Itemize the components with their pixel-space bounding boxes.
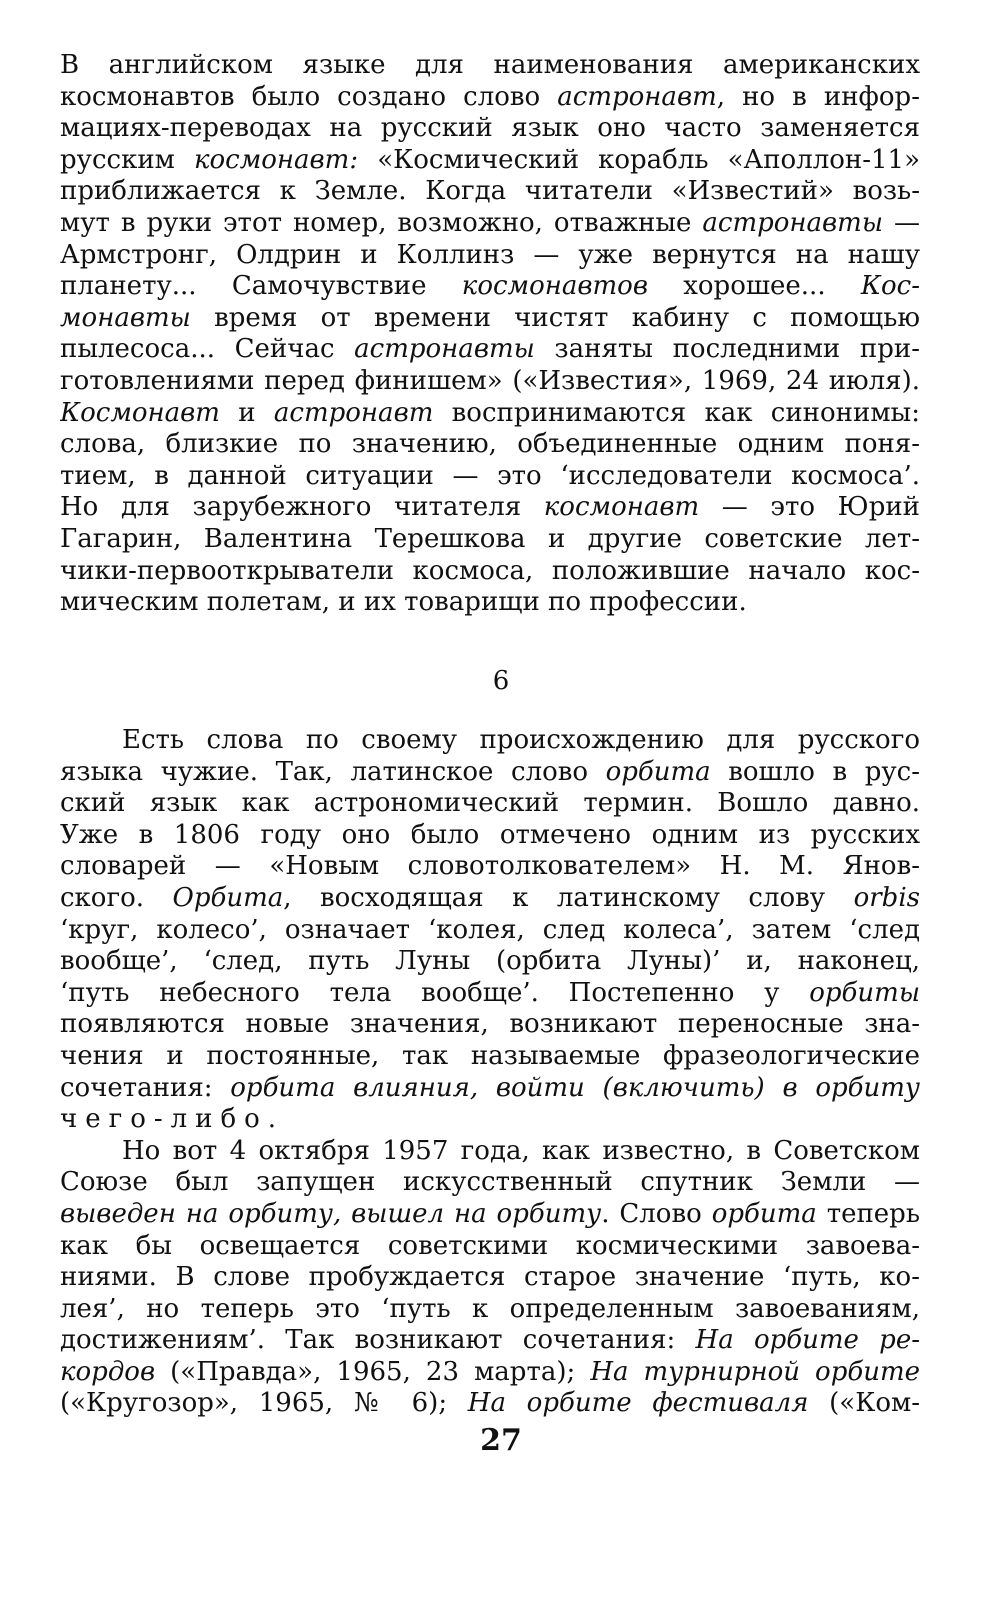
text-run: («Ком-: [808, 1388, 920, 1419]
italic-term: монавты: [60, 302, 191, 333]
text-line: [60, 208, 920, 240]
italic-term: выведен на орбиту, вышел на орбиту: [60, 1198, 602, 1229]
text-line: [60, 1167, 920, 1199]
italic-term: орбита: [711, 1198, 817, 1229]
text-run: пылесоса... Сейчас: [60, 334, 355, 365]
text-run: и: [219, 397, 274, 428]
italic-term: астронавты: [702, 207, 884, 238]
text-line: [60, 145, 920, 177]
text-run: мическим полетам, и их товарищи по профессии.: [60, 587, 747, 618]
italic-term: Кос-: [860, 271, 920, 302]
text-run: («Правда», 1965, 23 марта);: [155, 1356, 591, 1387]
text-line: [60, 587, 920, 619]
text-line: [60, 1073, 920, 1105]
text-run: ниями. В слове пробуждается старое значение ‘путь, ко-: [60, 1262, 920, 1293]
text-line: [60, 1325, 920, 1357]
text-run: словарей — «Новым словотолкователем» Н. М. Янов-: [60, 851, 920, 882]
text-line: [60, 883, 920, 915]
text-line: [60, 334, 920, 366]
italic-term: космонавт:: [193, 144, 359, 175]
text-line: [60, 50, 920, 82]
text-line: [60, 429, 920, 461]
text-run: появляются новые значения, возникают переносные зна-: [60, 1009, 920, 1040]
text-line: [60, 1199, 920, 1231]
text-run: вошло в рус-: [710, 756, 920, 787]
italic-term: orbis: [853, 882, 920, 913]
text-run: Армстронг, Олдрин и Коллинз — уже вернутся на нашу: [60, 239, 920, 270]
text-line: [60, 1041, 920, 1073]
text-run: готовлениями перед финишем» («Известия», 1969, 24 июля).: [60, 365, 920, 396]
text-line: [60, 82, 920, 114]
text-run: В английском языке для наименования американских: [60, 50, 920, 80]
text-line: [60, 820, 920, 852]
text-run: заняты последними при-: [534, 334, 920, 365]
text-line: [60, 303, 920, 335]
text-run: , но в инфор-: [716, 81, 920, 112]
text-run: планету... Самочувствие: [60, 271, 462, 302]
text-line: [60, 271, 920, 303]
text-line: [60, 946, 920, 978]
text-run: Союзе был запущен искусственный спутник Земли —: [60, 1167, 920, 1198]
text-run: чения и постоянные, так называемые фразеологические: [60, 1040, 920, 1071]
text-run: («Кругозор», 1965, № 6);: [60, 1388, 468, 1419]
text-line: [60, 524, 920, 556]
italic-term: На орбите ре-: [695, 1325, 920, 1356]
text-run: русским: [60, 144, 194, 175]
italic-term: На орбите фестиваля: [467, 1388, 809, 1419]
text-line: [60, 1388, 920, 1420]
text-run: достижениям’. Так возникают сочетания:: [60, 1325, 696, 1356]
italic-term: астронавт: [273, 397, 434, 428]
text-line: [60, 1262, 920, 1294]
italic-term: астронавты: [354, 334, 535, 365]
text-run: теперь: [816, 1198, 920, 1229]
italic-term: кордов: [60, 1356, 156, 1387]
text-run: ский язык как астрономический термин. Вошло давно.: [60, 788, 920, 819]
text-line: [60, 1294, 920, 1326]
italic-term: Орбита: [172, 882, 284, 913]
text-line: [60, 176, 920, 208]
text-run: вообще’, ‘след, путь Луны (орбита Луны)’ и, наконец,: [60, 946, 920, 977]
text-line: [60, 915, 920, 947]
text-run: приближается к Земле. Когда читатели «Известий» возь-: [60, 176, 920, 207]
text-run: ‘путь небесного тела вообще’. Постепенно у: [60, 977, 810, 1008]
text-run: чики-первооткрыватели космоса, положившие начало кос-: [60, 555, 920, 586]
text-run: тием, в данной ситуации — это ‘исследователи космоса’.: [60, 460, 920, 491]
text-run: ского.: [60, 882, 173, 913]
text-run: лея’, но теперь это ‘путь к определенным завоеваниям,: [60, 1293, 920, 1324]
text-line: [60, 788, 920, 820]
text-run: Уже в 1806 году оно было отмечено одним из русских: [60, 819, 920, 850]
italic-term: орбита: [605, 756, 711, 787]
text-run: «Космический корабль «Аполлон-11»: [358, 144, 920, 175]
text-line: [60, 978, 920, 1010]
text-run: Есть слова по своему происхождению для русского: [122, 725, 920, 755]
section-number: 6: [492, 666, 510, 696]
text-run: как бы освещается советскими космическими завоева-: [60, 1230, 920, 1261]
text-line: [60, 113, 920, 145]
text-run: хорошее...: [647, 271, 861, 302]
text-line: [60, 1009, 920, 1041]
italic-term: космонавтов: [461, 271, 648, 302]
text-line: [60, 851, 920, 883]
italic-term: космонавт: [543, 492, 700, 523]
text-run: Гагарин, Валентина Терешкова и другие советские лет-: [60, 523, 920, 554]
text-line: [60, 398, 920, 430]
text-run: мациях-переводах на русский язык оно часто заменяется: [60, 113, 920, 144]
text-line: [60, 240, 920, 272]
italic-term: орбита влияния, войти (включить) в орбиту: [230, 1072, 920, 1103]
text-run: слова, близкие по значению, объединенные одним поня-: [60, 429, 920, 460]
text-run: Но вот 4 октября 1957 года, как известно, в Советском: [122, 1135, 920, 1166]
text-run: воспринимаются как синонимы:: [433, 397, 920, 428]
text-run: . Слово: [601, 1198, 712, 1229]
text-run: космонавтов было создано слово: [60, 81, 558, 112]
text-line: [60, 725, 920, 757]
text-run: —: [883, 207, 920, 238]
text-block-2: [60, 725, 920, 1420]
text-run: Но для зарубежного читателя: [60, 492, 544, 523]
text-line: [60, 1357, 920, 1389]
text-line: [60, 366, 920, 398]
text-line: [60, 1104, 920, 1136]
text-run: ‘круг, колесо’, означает ‘колея, след колеса’, затем ‘след: [60, 914, 920, 945]
text-run: время от времени чистят кабину с помощью: [190, 302, 920, 333]
text-line: [60, 461, 920, 493]
text-run: сочетания:: [60, 1072, 231, 1103]
text-line: [60, 1231, 920, 1263]
text-run: — это Юрий: [699, 492, 920, 523]
text-run: мут в руки этот номер, возможно, отважные: [60, 207, 703, 238]
italic-term: На турнирной орбите: [590, 1356, 920, 1387]
page-number: 27: [480, 1423, 522, 1458]
italic-term: астронавт: [557, 81, 717, 112]
text-line: [60, 556, 920, 588]
text-run: чего-либо.: [60, 1104, 285, 1135]
text-run: , восходящая к латинскому слову: [283, 882, 854, 913]
text-run: языка чужие. Так, латинское слово: [60, 756, 606, 787]
italic-term: Космонавт: [60, 397, 220, 428]
italic-term: орбиты: [809, 977, 920, 1008]
text-line: [60, 757, 920, 789]
text-line: [60, 492, 920, 524]
text-line: [60, 1136, 920, 1168]
text-block-1: [60, 50, 920, 619]
